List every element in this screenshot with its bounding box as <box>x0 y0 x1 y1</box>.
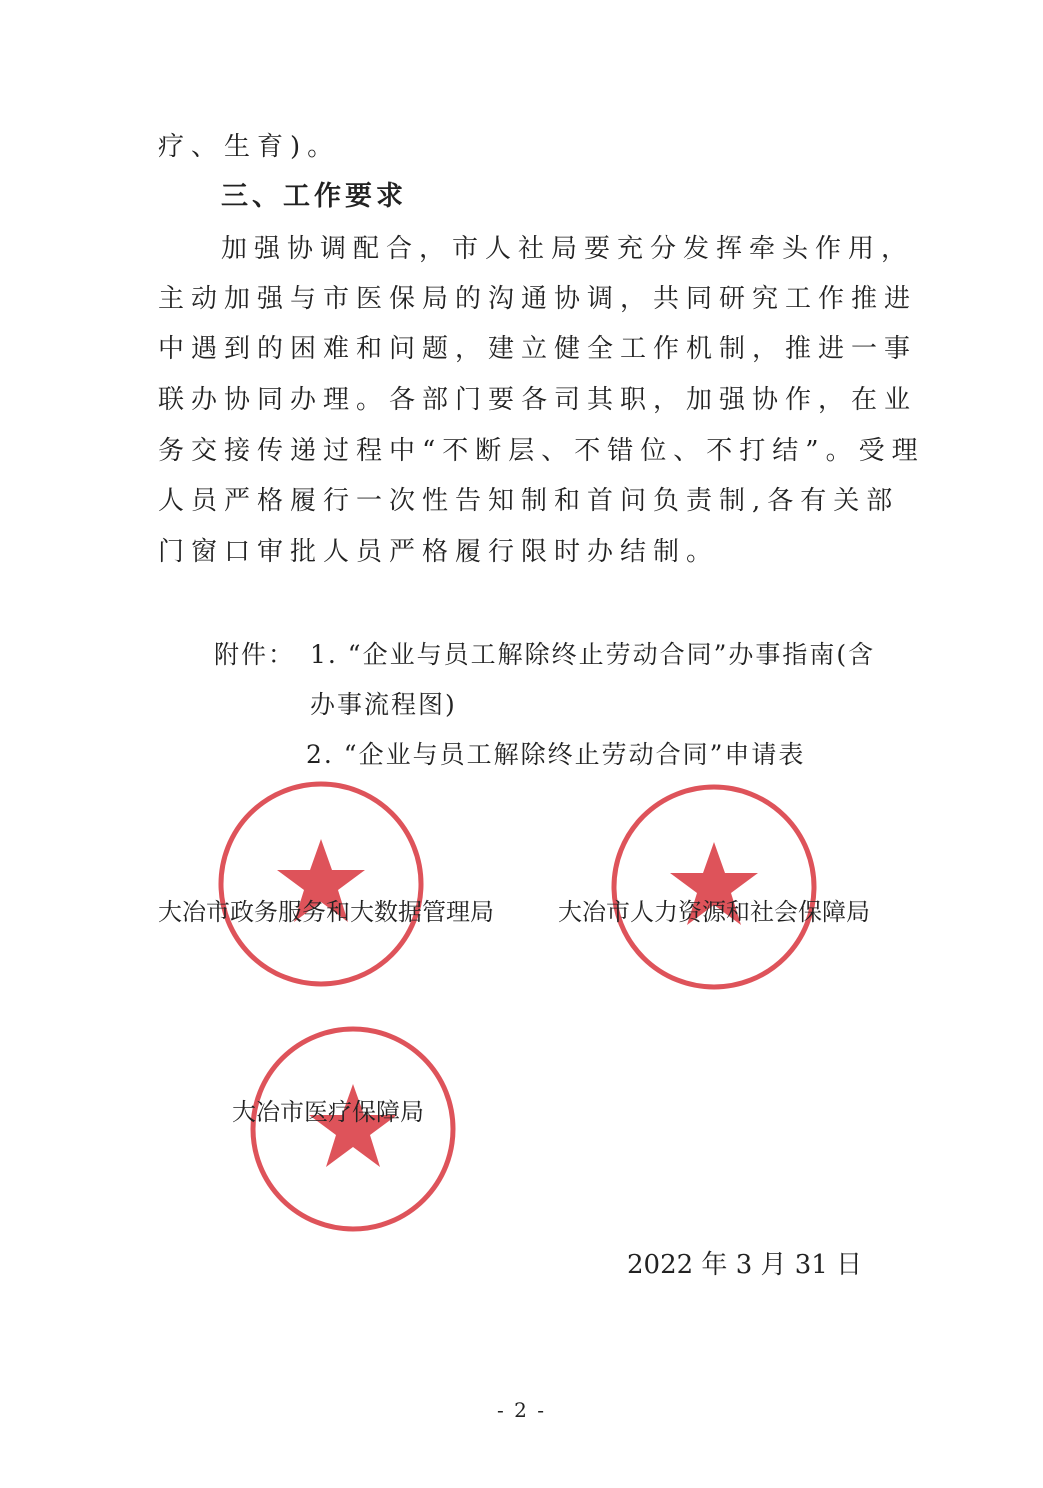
text-line: 疗、生育)。 <box>158 132 341 162</box>
text-line: 门窗口审批人员严格履行限时办结制。 <box>158 537 720 567</box>
attachment-item-1: 1. “企业与员工解除终止劳动合同”办事指南(含 <box>310 640 876 669</box>
attachment-label: 附件： <box>214 640 296 669</box>
signature-org-2: 大冶市人力资源和社会保障局 <box>558 898 870 926</box>
text-line: 联办协同办理。各部门要各司其职，加强协作，在业 <box>158 385 918 415</box>
signature-org-1: 大冶市政务服务和大数据管理局 <box>158 898 494 926</box>
official-seal-3 <box>246 1022 461 1237</box>
document-date: 2022 年 3 月 31 日 <box>627 1250 863 1280</box>
attachment-item-2: 2. “企业与员工解除终止劳动合同”申请表 <box>306 740 806 769</box>
text-line: 加强协调配合，市人社局要充分发挥牵头作用， <box>221 234 915 264</box>
text-line: 主动加强与市医保局的沟通协调，共同研究工作推进 <box>158 284 918 314</box>
section-heading: 三、工作要求 <box>221 181 407 212</box>
text-line: 中遇到的困难和问题，建立健全工作机制，推进一事 <box>158 334 918 364</box>
official-seal-2 <box>607 780 822 995</box>
text-line: 务交接传递过程中“不断层、不错位、不打结”。受理 <box>158 436 925 466</box>
page-number: - 2 - <box>497 1398 546 1422</box>
attachment-item-1-cont: 办事流程图) <box>310 690 457 719</box>
signature-org-3: 大冶市医疗保障局 <box>232 1098 424 1126</box>
official-seal-1 <box>214 777 429 992</box>
text-line: 人员严格履行一次性告知制和首问负责制,各有关部 <box>158 486 900 516</box>
